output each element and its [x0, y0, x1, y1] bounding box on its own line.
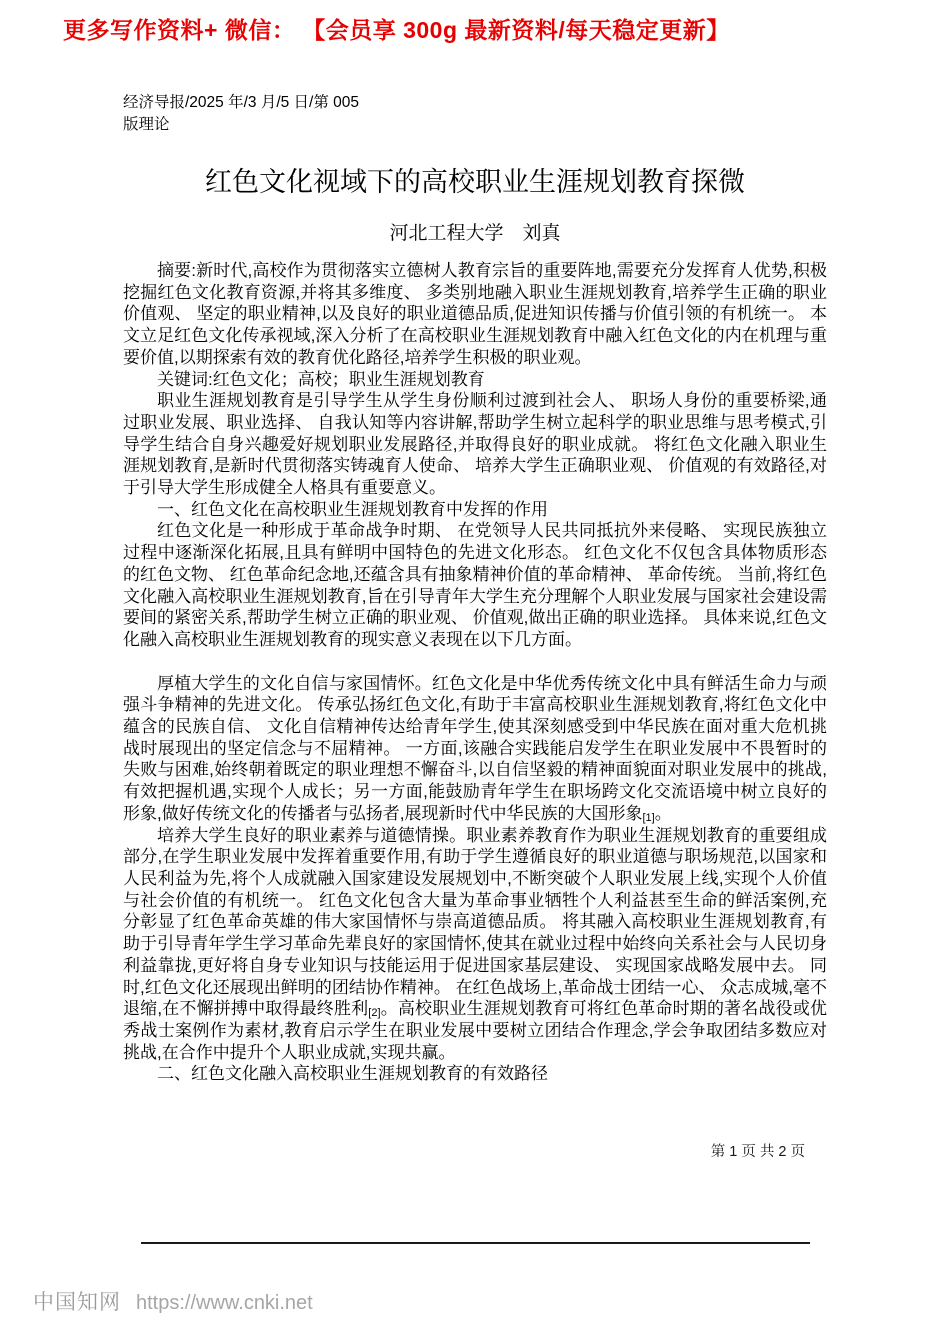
section-heading-2: 二、红色文化融入高校职业生涯规划教育的有效路径	[157, 1064, 548, 1084]
article-author: 河北工程大学 刘真	[389, 223, 561, 244]
reference-mark-1: [1]	[642, 811, 655, 824]
intro-paragraph: 职业生涯规划教育是引导学生从学生身份顺利过渡到社会人、 职场人身份的重要桥梁,通过职业发展、职业选择、 自我认知等内容讲解,帮助学生树立起科学的职业思维与思考模式,引导学生结合自身兴趣爱好规划职业发展路径,并取得良好的职业成就。 将红色文化融入职业生涯规划教育,是新时代贯彻落实铸魂育人使命、 培养大学生正确职业观、 价值观的有效路径,对于引导大学生形成健全人格具有重要意义。	[123, 391, 827, 498]
section-heading-1: 一、红色文化在高校职业生涯规划教育中发挥的作用	[157, 499, 548, 519]
page-number-indicator: 第 1 页 共 2 页	[710, 1144, 805, 1160]
cnki-logo-text: 中国知网	[33, 1291, 121, 1314]
footer-divider	[141, 1242, 810, 1244]
document-source-meta	[123, 92, 359, 136]
paragraph-professional-ethics	[123, 825, 827, 1064]
promo-banner: 更多写作资料+ 微信： 【会员享 300g 最新资料/每天稳定更新】	[63, 17, 730, 43]
cnki-url: https://www.cnki.net	[136, 1292, 313, 1314]
reference-mark-2: [2]	[368, 1007, 381, 1020]
article-title: 红色文化视域下的高校职业生涯规划教育探微	[205, 167, 745, 197]
paragraph-text: 厚植大学生的文化自信与家国情怀。红色文化是中华优秀传统文化中具有鲜活生命力与顽强斗争精神的先进文化。 传承弘扬红色文化,有助于丰富高校职业生涯规划教育,将红色文化中蕴含的民族自信、 文化自信精神传达给青年学生,使其深刻感受到中华民族在面对重大危机挑战时展现出的坚定信念与不屈精神。 一方面,该融合实践能启发学生在职业发展中不畏暂时的失败与困难,始终朝着既定的职业理想不懈奋斗,以自信坚毅的精神面貌面对职业发展中的挑战,有效把握机遇,实现个人成长；另一方面,能鼓励青年学生在职场跨文化交流语境中树立良好的形象,做好传统文化的传播者与弘扬者,展现新时代中华民族的大国形象	[123, 673, 827, 823]
paragraph-text: 培养大学生良好的职业素养与道德情操。职业素养教育作为职业生涯规划教育的重要组成部分,在学生职业发展中发挥着重要作用,有助于学生遵循良好的职业道德与职场规范,以国家和人民利益为先,将个人成就融入国家建设发展规划中,不断突破个人职业发展上线,实现个人价值与社会价值的有机统一。 红色文化包含大量为革命事业牺牲个人利益甚至生命的鲜活案例,充分彰显了红色革命英雄的伟大家国情怀与崇高道德品质。 将其融入高校职业生涯规划教育,有助于引导青年学生学习革命先辈良好的家国情怀,使其在就业过程中始终向关系社会与人民切身利益靠拢,更好将自身专业知识与技能运用于促进国家基层建设、 实现国家战略发展中去。 同时,红色文化还展现出鲜明的团结协作精神。 在红色战场上,革命战士团结一心、 众志成城,毫不退缩,在不懈拼搏中取得最终胜利	[123, 825, 827, 1019]
source-line: 经济导报/2025 年/3 月/5 日/第 005	[123, 94, 360, 111]
section-line: 版理论	[123, 116, 170, 133]
paragraph-cultural-confidence	[123, 673, 827, 825]
keywords-line: 关键词:红色文化；高校；职业生涯规划教育	[157, 369, 485, 389]
paragraph-red-culture: 红色文化是一种形成于革命战争时期、 在党领导人民共同抵抗外来侵略、 实现民族独立过程中逐渐深化拓展,且具有鲜明中国特色的先进文化形态。 红色文化不仅包含具体物质形态的红色文物、 红色革命纪念地,还蕴含具有抽象精神价值的革命精神、 革命传统。 当前,将红色文化融入高校职业生涯规划教育,旨在引导青年大学生充分理解个人职业发展与国家社会建设需要间的紧密关系,帮助学生树立正确的职业观、 价值观,做出正确的职业选择。 具体来说,红色文化融入高校职业生涯规划教育的现实意义表现在以下几方面。	[123, 521, 827, 649]
article-body	[123, 260, 827, 1085]
cnki-watermark	[33, 1286, 313, 1316]
paragraph-text: 。	[654, 803, 672, 823]
paragraph-text: 。高校职业生涯规划教育可将红色革命时期的著名战役或优秀战士案例作为素材,教育启示学生在职业发展中要树立团结合作理念,学会争取团结多数应对挑战,在合作中提升个人职业成就,实现共赢。	[123, 999, 827, 1062]
abstract-paragraph: 摘要:新时代,高校作为贯彻落实立德树人教育宗旨的重要阵地,需要充分发挥育人优势,积极挖掘红色文化教育资源,并将其多维度、 多类别地融入职业生涯规划教育,培养学生正确的职业价值观、 坚定的职业精神,以及良好的职业道德品质,促进知识传播与价值引领的有机统一。 本文立足红色文化传承视域,深入分析了在高校职业生涯规划教育中融入红色文化的内在机理与重要价值,以期探索有效的教育优化路径,培养学生积极的职业观。	[123, 261, 827, 367]
